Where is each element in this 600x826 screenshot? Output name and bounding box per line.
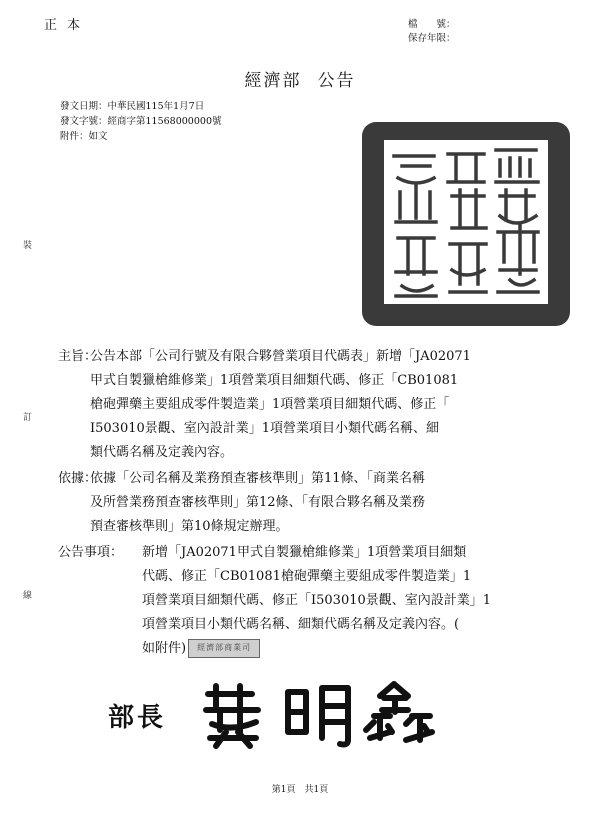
document-title (0, 66, 600, 91)
subject-label: 主旨： (58, 349, 98, 364)
basis-text: 依據「公司名稱及業務預查審核準則」第11條、「商業名稱 及所營業務預查審核準則」第12條、「有限合夥名稱及業務 預查審核準則」第10條規定辦理。 (90, 471, 426, 534)
basis-label: 依據： (58, 471, 98, 486)
minister-title: 部長 (108, 703, 167, 733)
attachment-stamp: 經濟部商業司 (188, 639, 260, 658)
official-seal (360, 120, 572, 328)
signature-strokes (206, 684, 432, 746)
attachment-note: 附件：如文 (60, 131, 108, 142)
announcement-items-body: 新增「JA02071甲式自製獵槍維修業」1項營業項目細類 代碼、修正「CB01081槍砲彈藥主要組成零件製造業」1 項營業項目細類代碼、修正「I503010景觀、室內設計業」1 項營業項目小類代碼名稱、細類代碼名稱及定義內容。( 如附件) (142, 545, 492, 656)
subject-text: 公告本部「公司行號及有限合夥營業項目代碼表」新增「JA02071 甲式自製獵槍維修業」1項營業項目細類代碼、修正「CB01081 槍砲彈藥主要組成零件製造業」1項營業項目細類代碼、修正「 I503010景觀、室內設計業」1項營業項目小類代碼名稱、細 類代碼名稱及定義內容。 (90, 349, 471, 460)
document-meta (60, 99, 222, 144)
announcement-items-section (58, 541, 558, 661)
copy-label: 正本 (44, 18, 91, 33)
retention-period-label: 保存年限： (408, 33, 456, 44)
minister-signature (198, 680, 448, 750)
document-number: 發文字號：經商字第11568000000號 (60, 116, 222, 127)
archive-info (408, 18, 456, 46)
document-type: 公告 (317, 71, 356, 91)
issuing-agency: 經濟部 (244, 71, 302, 91)
announcement-items-text (142, 541, 558, 661)
issue-date: 發文日期：中華民國115年1月7日 (60, 101, 205, 112)
margin-mark-staple: 訂 (23, 413, 33, 423)
margin-mark-bind: 裝 (23, 241, 33, 251)
subject-section (58, 345, 558, 465)
announcement-items-label: 公告事項： (58, 545, 124, 560)
archive-number-label: 檔 號： (408, 19, 456, 30)
basis-section (58, 467, 558, 539)
margin-mark-line: 線 (23, 591, 33, 601)
announcement-body (58, 345, 558, 663)
page-number: 第1頁 共1頁 (271, 785, 329, 795)
